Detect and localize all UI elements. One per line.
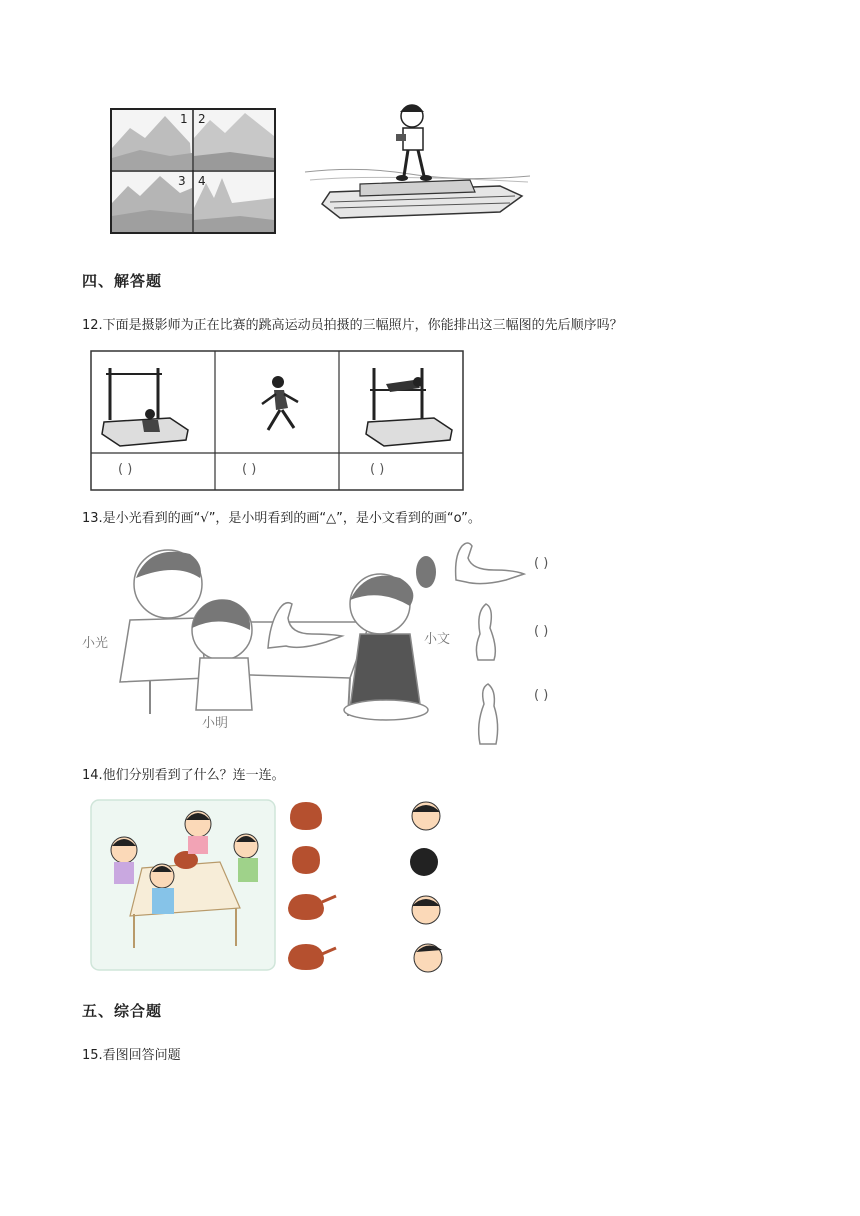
q13-answer-blank-3[interactable]: ( ) (534, 688, 549, 703)
children-and-dinosaur-figure (80, 538, 620, 748)
landscape-photos (110, 108, 276, 234)
photo-grid-figure (110, 108, 276, 234)
section-4-heading: 四、解答题 (82, 272, 163, 290)
high-jump-illustrations (90, 350, 464, 491)
q12-answer-blank-3[interactable]: ( ) (370, 462, 385, 477)
photo-number-2: 2 (198, 112, 206, 126)
q12-answer-blank-2[interactable]: ( ) (242, 462, 257, 477)
children-teapot-illustration (90, 798, 460, 974)
q12-answer-blank-1[interactable]: ( ) (118, 462, 133, 477)
photo-number-3: 3 (178, 174, 186, 188)
boy-on-boat-illustration (300, 100, 532, 230)
question-12-text: 12.下面是摄影师为正在比赛的跳高运动员拍摄的三幅照片，你能排出这三幅图的先后顺序吗？ (82, 318, 623, 333)
teapot-matching-figure (90, 798, 460, 974)
high-jump-photos-table (90, 350, 464, 491)
q13-answer-blank-2[interactable]: ( ) (534, 624, 549, 639)
boy-on-boat-figure (300, 100, 532, 230)
photo-number-4: 4 (198, 174, 206, 188)
section-5-heading: 五、综合题 (82, 1002, 163, 1020)
q13-answer-blank-1[interactable]: ( ) (534, 556, 549, 571)
name-label-xiaowen: 小文 (424, 632, 451, 647)
question-15-text: 15.看图回答问题 (82, 1048, 181, 1063)
question-13-text: 13.是小光看到的画“√”，是小明看到的画“△”，是小文看到的画“o”。 (82, 511, 481, 526)
name-label-xiaoming: 小明 (202, 716, 229, 731)
photo-number-1: 1 (180, 112, 188, 126)
question-14-text: 14.他们分别看到了什么？连一连。 (82, 768, 285, 783)
name-label-xiaoguang: 小光 (82, 636, 109, 651)
